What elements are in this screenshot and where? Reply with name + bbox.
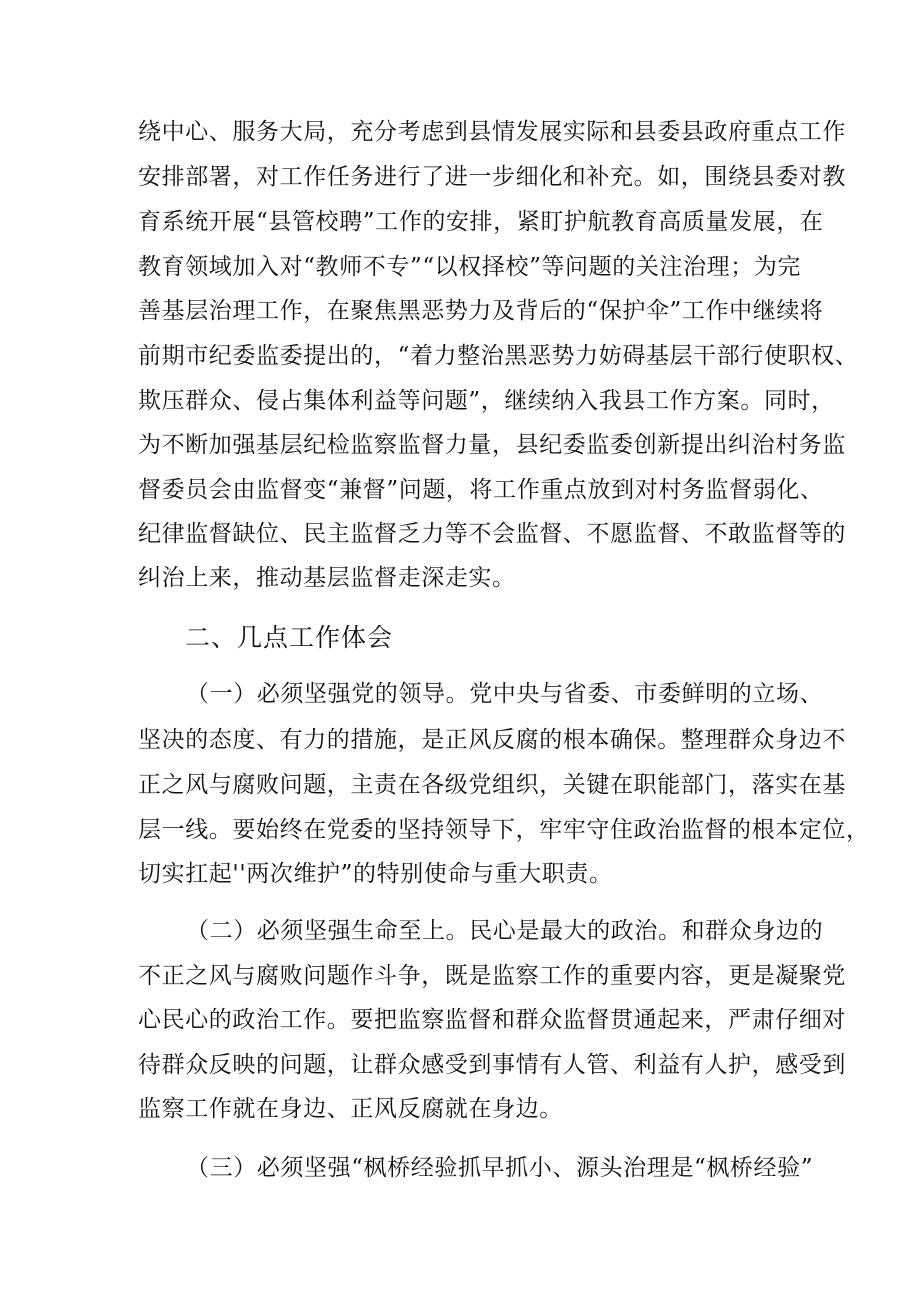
paragraph-line: （一）必须坚强党的领导。党中央与省委、市委鲜明的立场、 [186, 681, 824, 707]
paragraph-line: 监察工作就在身边、正风反腐就在身边。 [138, 1096, 563, 1122]
paragraph-line: 纪律监督缺位、民主监督乏力等不会监督、不愿监督、不敢监督等的 [138, 521, 846, 547]
paragraph-line: 安排部署，对工作任务进行了进一步细化和补充。如，围绕县委对教 [138, 164, 846, 190]
paragraph-line: 待群众反映的问题，让群众感受到事情有人管、利益有人护，感受到 [138, 1052, 846, 1078]
paragraph-line: 育系统开展“县管校聘”工作的安排，紧盯护航教育高质量发展，在 [138, 209, 824, 235]
paragraph-line: （二）必须坚强生命至上。民心是最大的政治。和群众身边的 [186, 918, 824, 944]
paragraph-line: 正之风与腐败问题，主责在各级党组织，关键在职能部门，落实在基 [138, 772, 846, 798]
paragraph-line: 绕中心、服务大局，充分考虑到县情发展实际和县委县政府重点工作 [138, 119, 846, 145]
paragraph-line: 不正之风与腐败问题作斗争，既是监察工作的重要内容，更是凝聚党 [138, 963, 846, 989]
paragraph-line: 切实扛起''两次维护”的特别使命与重大职责。 [138, 861, 613, 887]
paragraph-line: 坚决的态度、有力的措施，是正风反腐的根本确保。整理群众身边不 [138, 727, 846, 753]
paragraph-line: 层一线。要始终在党委的坚持领导下，牢牢守住政治监督的根本定位， [138, 817, 870, 843]
paragraph-line: 督委员会由监督变“兼督”问题，将工作重点放到对村务监督弱化、 [138, 477, 824, 503]
paragraph-line: 欺压群众、侵占集体利益等问题”，继续纳入我县工作方案。同时， [138, 388, 835, 414]
paragraph-line: 教育领域加入对“教师不专”“以权择校”等问题的关注治理；为完 [138, 254, 802, 280]
paragraph-line: 纠治上来，推动基层监督走深走实。 [138, 565, 516, 591]
section-heading: 二、几点工作体会 [185, 623, 394, 652]
paragraph-line: 前期市纪委监委提出的，“着力整治黑恶势力妨碍基层干部行使职权、 [138, 343, 859, 369]
paragraph-line: （三）必须坚强“枫桥经验抓早抓小、源头治理是“枫桥经验” [186, 1155, 814, 1181]
paragraph-line: 心民心的政治工作。要把监察监督和群众监督贯通起来，严肃仔细对 [138, 1007, 846, 1033]
paragraph-line: 为不断加强基层纪检监察监督力量，县纪委监委创新提出纠治村务监 [138, 432, 846, 458]
paragraph-line: 善基层治理工作，在聚焦黑恶势力及背后的“保护伞”工作中继续将 [138, 298, 824, 324]
